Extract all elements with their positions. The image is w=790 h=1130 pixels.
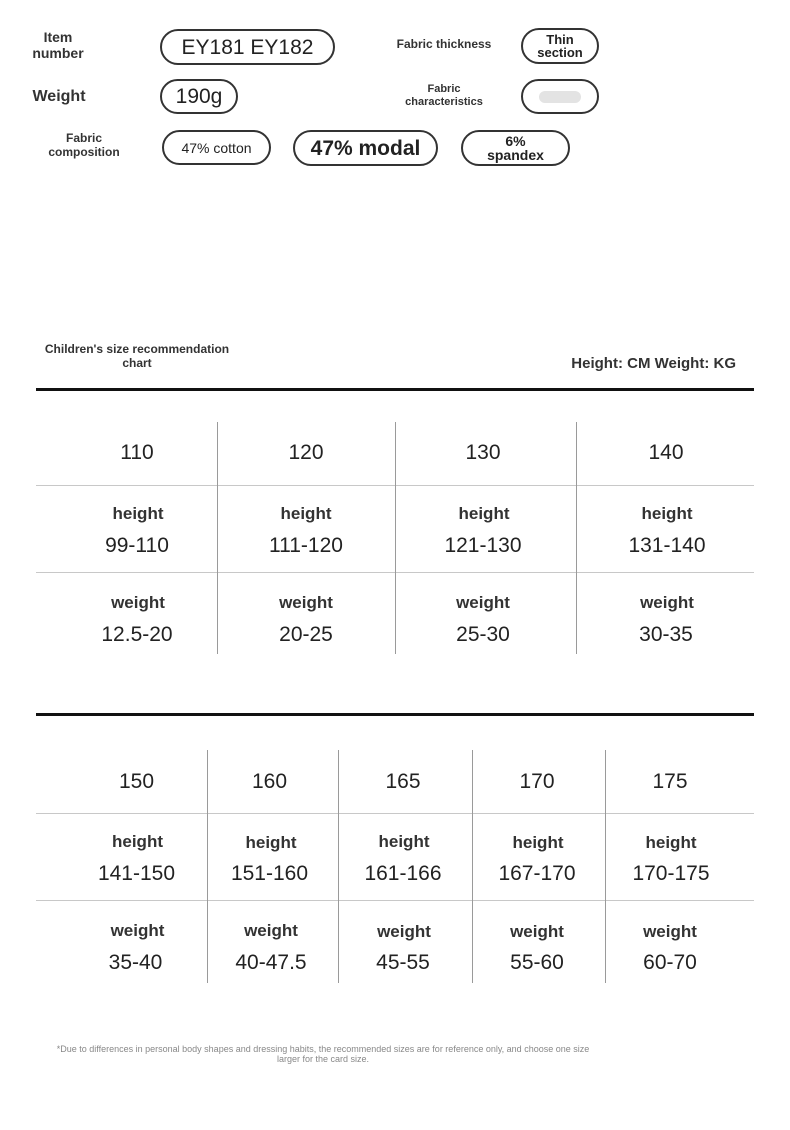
composition-spandex-pill (461, 130, 570, 166)
height-key: height (112, 832, 163, 851)
table2-row-divider (36, 813, 754, 814)
item-number-value: EY181 EY182 (181, 35, 314, 59)
height-range: 167-170 (498, 862, 576, 885)
table1-top-rule (36, 388, 754, 391)
height-key: height (378, 832, 430, 851)
weight-range: 25-30 (456, 623, 510, 646)
fabric-thickness-value: Thin section (537, 32, 583, 60)
units-note: Height: CM Weight: KG (571, 355, 736, 372)
height-key: height (245, 833, 297, 852)
composition-modal: 47% modal (310, 136, 421, 160)
composition-cotton-pill (162, 130, 271, 165)
weight-range: 30-35 (639, 623, 693, 646)
size-label: 165 (385, 770, 421, 793)
obscured-value-mark (539, 91, 581, 103)
size-label: 170 (519, 770, 555, 793)
weight-label: Weight (32, 88, 86, 105)
weight-key: weight (377, 922, 431, 941)
height-key: height (512, 833, 564, 852)
size-label: 160 (251, 770, 288, 793)
weight-value: 190g (175, 85, 223, 108)
weight-range: 12.5-20 (101, 623, 173, 646)
weight-range: 20-25 (279, 623, 333, 646)
composition-spandex: 6% spandex (487, 133, 544, 163)
weight-key: weight (110, 921, 165, 940)
fabric-composition-label: Fabric composition (48, 131, 120, 159)
size-label: 110 (120, 441, 154, 464)
weight-key: weight (279, 593, 333, 612)
composition-cotton: 47% cotton (181, 139, 252, 156)
size-label: 150 (118, 770, 155, 793)
table2-top-rule (36, 713, 754, 716)
weight-range: 40-47.5 (235, 951, 307, 974)
chart-title: Children's size recommendation chart (44, 342, 230, 370)
weight-key: weight (510, 922, 564, 941)
weight-key: weight (244, 921, 298, 940)
composition-modal-pill (293, 130, 438, 166)
weight-range: 35-40 (108, 951, 163, 974)
fabric-characteristics-label: Fabric characteristics (405, 83, 483, 108)
size-label: 175 (652, 770, 688, 793)
height-key: height (458, 504, 510, 523)
height-range: 141-150 (97, 862, 176, 885)
weight-range: 55-60 (510, 951, 564, 974)
height-key: height (280, 504, 332, 523)
weight-key: weight (111, 593, 165, 612)
weight-key: weight (640, 593, 694, 612)
height-range: 99-110 (105, 534, 169, 557)
fabric-characteristics-pill (521, 79, 599, 114)
height-key: height (645, 833, 697, 852)
item-number-pill (160, 29, 335, 65)
height-range: 170-175 (632, 862, 710, 885)
height-range: 131-140 (628, 534, 706, 557)
table2-row-divider (36, 900, 754, 901)
weight-key: weight (456, 593, 510, 612)
weight-key: weight (643, 922, 697, 941)
size-label: 120 (288, 441, 324, 464)
height-range: 151-160 (230, 862, 309, 885)
fabric-thickness-label: Fabric thickness (396, 37, 492, 51)
height-range: 111-120 (269, 534, 343, 557)
weight-range: 45-55 (376, 951, 430, 974)
size-label: 140 (648, 441, 684, 464)
fabric-thickness-pill (521, 28, 599, 64)
height-range: 161-166 (364, 862, 442, 885)
height-range: 121-130 (444, 534, 522, 557)
height-key: height (112, 504, 164, 523)
height-key: height (641, 504, 693, 523)
weight-range: 60-70 (643, 951, 697, 974)
weight-pill (160, 79, 238, 114)
size-label: 130 (465, 441, 501, 464)
item-number-label: Item number (32, 29, 84, 62)
size-disclaimer-note: *Due to differences in personal body shapes and dressing habits, the recommended sizes are for reference only, and choose one size larger for the card size. (56, 1044, 590, 1064)
